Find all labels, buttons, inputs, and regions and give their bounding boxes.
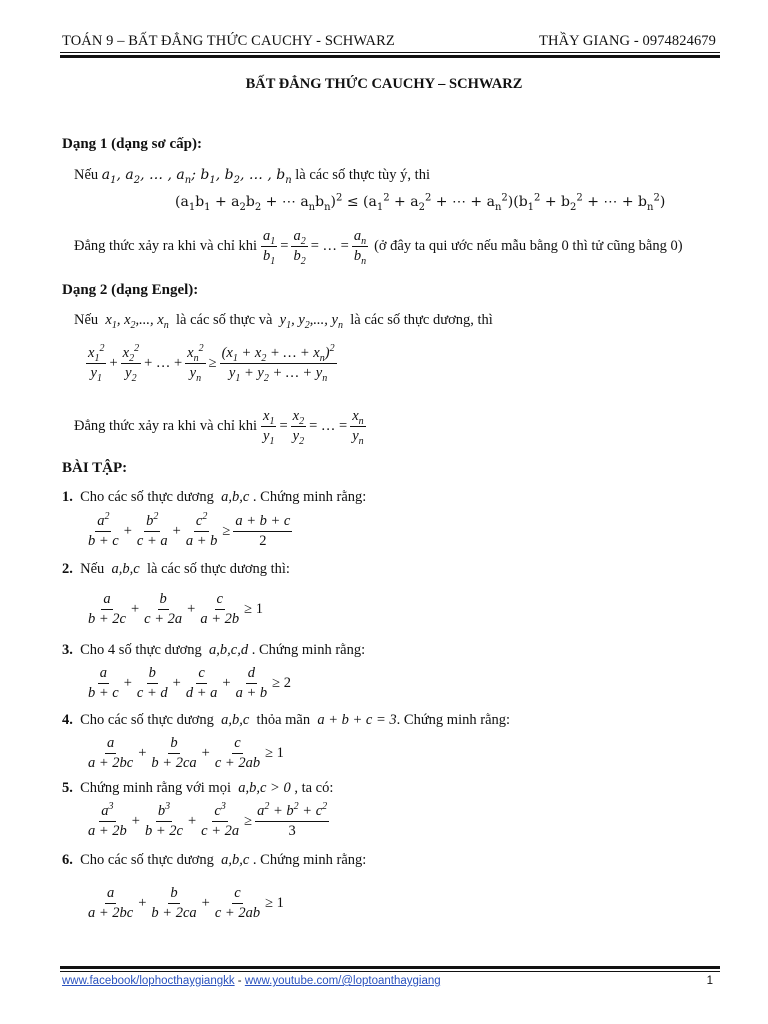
exercise-5-formula: $\frac{a^3}{a + 2b}$ + $\frac{b^3}{b + 2c}$ + $\frac{c^3}{c + 2a}$ ≥ $\frac{a^2 + b^2 + c^2}{3}$ (88, 801, 328, 839)
exercise-1: 1. Cho các số thực dương a,b,c . Chứng minh rằng: (62, 489, 367, 505)
header-rule-thick (60, 55, 720, 58)
page-number: 1 (706, 975, 713, 987)
dang1-heading: Dạng 1 (dạng sơ cấp): (62, 136, 202, 152)
exercise-6-formula: $\frac{a}{a + 2bc}$ + $\frac{b}{b + 2ca}$ + $\frac{c}{c + 2ab}$ ≥ 1 (88, 885, 284, 921)
dang2-equality-expr: $\frac{x_1}{y_1}$ = $\frac{x_2}{y_2}$ = … = $\frac{x_n}{y_n}$ (263, 408, 364, 447)
footer-rule-thin (60, 971, 720, 972)
exercise-3-formula: $\frac{a}{b + c}$ + $\frac{b}{c + d}$ + $\frac{c}{d + a}$ + $\frac{d}{a + b}$ ≥ 2 (88, 665, 291, 701)
dang2-heading: Dạng 2 (dạng Engel): (62, 282, 199, 298)
dang1-equality-expr: $\frac{a_1}{b_1}$ = $\frac{a_2}{b_2}$ = … = $\frac{a_n}{b_n}$ (263, 228, 367, 267)
exercise-4: 4. Cho các số thực dương a,b,c thỏa mãn a + b + c = 3. Chứng minh rằng: (62, 712, 511, 728)
exercise-6: 6. Cho các số thực dương a,b,c . Chứng minh rằng: (62, 852, 367, 868)
dang1-equality: Đẳng thức xảy ra khi và chỉ khi $\frac{a_1}{b_1}$ = $\frac{a_2}{b_2}$ = … = $\frac{a_n}{b_n}$ (ở đây ta qui ước nếu mẫu bằng 0 thì tử cũng bằng 0) (74, 228, 683, 267)
exercise-2: 2. Nếu a,b,c là các số thực dương thì: (62, 561, 290, 577)
page-title: BẤT ĐẲNG THỨC CAUCHY – SCHWARZ (245, 76, 523, 92)
footer-rule-thick (60, 966, 720, 969)
cauchy-schwarz-formula: ($a_1b_1 + a_2b_2$ + ⋯ $a_nb_n)^2 \le (a_1^2 + a_2^2$ + ⋯ + $a_n^2)(b_1^2 + b_2^2$ + ⋯ + $b_n^2$) (175, 192, 666, 213)
dang2-equality: Đẳng thức xảy ra khi và chỉ khi $\frac{x_1}{y_1}$ = $\frac{x_2}{y_2}$ = … = $\frac{x_n}{y_n}$ (74, 408, 364, 447)
facebook-link[interactable]: www.facebook/lophocthaygiangkk (62, 975, 235, 987)
footer-links: www.facebook/lophocthaygiangkk - www.youtube.com/@loptoanthaygiang (62, 975, 441, 987)
exercise-5: 5. Chứng minh rằng với mọi a,b,c > 0 , ta có: (62, 780, 334, 796)
exercise-3: 3. Cho 4 số thực dương a,b,c,d . Chứng minh rằng: (62, 642, 366, 658)
dang1-vars: $a_1$, $a_2$, … , $a_n$; $b_1$, $b_2$, … , $b_n$ (101, 167, 292, 186)
header-right: THẦY GIANG - 0974824679 (539, 33, 716, 49)
header-left: TOÁN 9 – BẤT ĐẲNG THỨC CAUCHY - SCHWARZ (62, 33, 395, 49)
exercise-2-formula: $\frac{a}{b + 2c}$ + $\frac{b}{c + 2a}$ + $\frac{c}{a + 2b}$ ≥ 1 (88, 591, 263, 627)
exercises-heading: BÀI TẬP: (62, 460, 128, 476)
exercise-1-formula: $\frac{a^2}{b + c}$ + $\frac{b^2}{c + a}$ + $\frac{c^2}{a + b}$ ≥ $\frac{a + b + c}{2}$ (88, 511, 291, 549)
engel-formula: $\frac{x_1^2}{y_1}$ + $\frac{x_2^2}{y_2}$ + … + $\frac{x_n^2}{y_n}$ ≥ $\frac{(x_1 + x_2 + \dots + x_n)^2}{y_1 + y_2 + \dots + y_n}$ (88, 343, 335, 384)
youtube-link[interactable]: www.youtube.com/@loptoanthaygiang (244, 975, 441, 987)
dang2-intro: Nếu $x_1$, $x_2$,..., $x_n$ là các số thực và $y_1$, $y_2$,..., $y_n$ là các số thực dương, thì (74, 312, 493, 331)
exercise-4-formula: $\frac{a}{a + 2bc}$ + $\frac{b}{b + 2ca}$ + $\frac{c}{c + 2ab}$ ≥ 1 (88, 735, 284, 771)
header-rule-thin (60, 52, 720, 53)
dang1-intro: Nếu $a_1$, $a_2$, … , $a_n$; $b_1$, $b_2$, … , $b_n$ là các số thực tùy ý, thi (74, 167, 430, 186)
